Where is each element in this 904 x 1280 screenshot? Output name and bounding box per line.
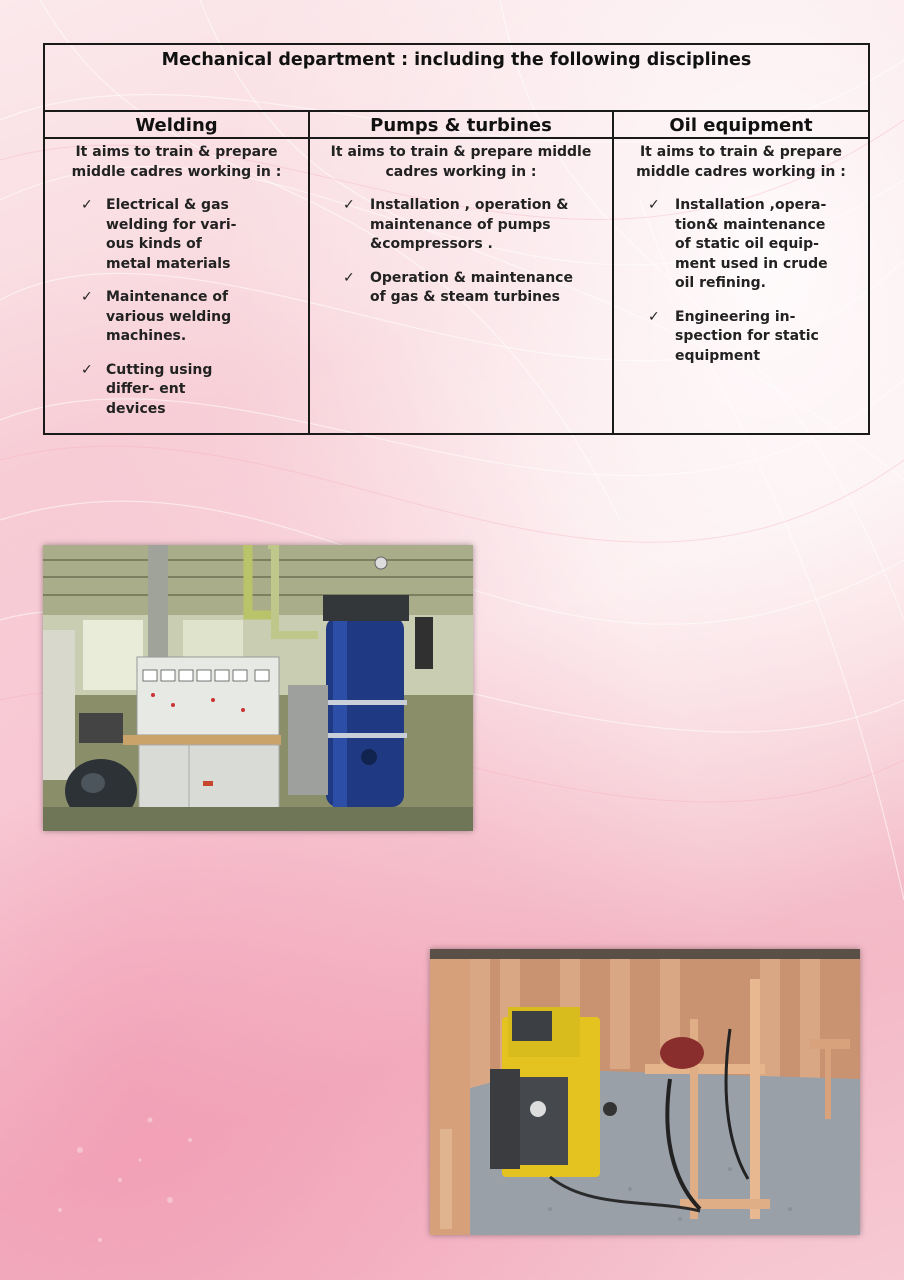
discipline-list <box>343 196 612 308</box>
item-text: Electrical & gas welding for vari- ous kinds of metal materials <box>106 197 237 272</box>
check-icon: ✓ <box>648 308 660 325</box>
table-title: Mechanical department : including the following disciplines <box>45 45 868 112</box>
discipline-list <box>81 196 308 419</box>
check-icon: ✓ <box>648 197 660 213</box>
item-text: Installation ,opera- tion& maintenance of static oil equip- ment used in crude oil refining. <box>675 197 828 291</box>
item-text: Installation , operation & maintenance of pumps &compressors . <box>370 197 569 252</box>
column-heading: Pumps & turbines <box>310 112 612 139</box>
column-pumps-turbines <box>310 112 614 433</box>
column-heading: Welding <box>45 112 308 139</box>
column-intro: It aims to train & prepare middle cadres working in : <box>330 144 592 180</box>
list-item <box>648 196 840 294</box>
check-icon: ✓ <box>81 289 93 305</box>
check-icon: ✓ <box>81 197 93 213</box>
item-text: Maintenance of various welding machines. <box>106 289 232 344</box>
column-heading: Oil equipment <box>614 112 868 139</box>
item-text: Operation & maintenance of gas & steam turbines <box>370 269 573 305</box>
boiler-lab-photo <box>43 545 473 831</box>
item-text: Cutting using differ- ent devices <box>106 361 213 417</box>
list-item <box>81 288 241 347</box>
discipline-list <box>648 196 868 366</box>
item-text: Engineering in- spection for static equipment <box>675 308 819 364</box>
list-item <box>343 269 585 308</box>
check-icon: ✓ <box>343 197 355 213</box>
list-item <box>648 308 835 367</box>
list-item <box>343 196 575 255</box>
list-item <box>81 196 241 274</box>
column-intro: It aims to train & prepare middle cadres working in : <box>636 144 846 180</box>
check-icon: ✓ <box>81 361 93 378</box>
check-icon: ✓ <box>343 269 355 286</box>
column-intro: It aims to train & prepare middle cadres working in : <box>71 144 282 180</box>
welding-booth-photo <box>430 949 860 1235</box>
disciplines-table <box>43 43 870 435</box>
column-welding <box>45 112 310 433</box>
column-oil-equipment <box>614 112 868 433</box>
list-item <box>81 361 246 420</box>
